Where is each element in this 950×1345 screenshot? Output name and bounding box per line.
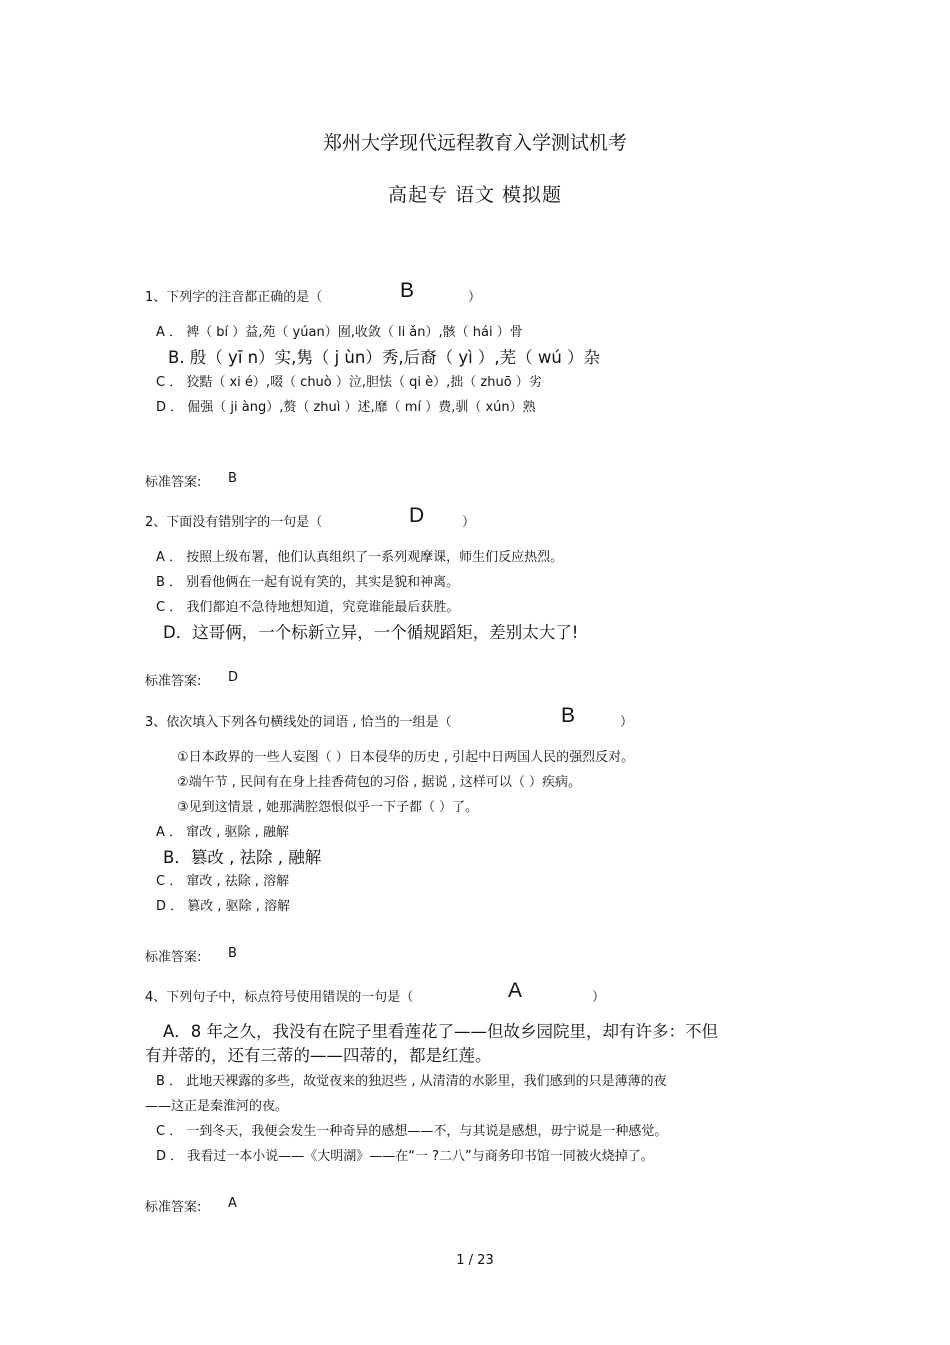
sentence-1: ①日本政界的一些人妄图（ ）日本侵华的历史 , 引起中日两国人民的强烈反对。 [177,750,635,765]
standard-answer-label: 标准答案: [145,950,202,965]
option-a: A ． 按照上级布署，他们认真组织了一系列观摩课，师生们反应热烈。 [156,550,564,565]
option-c: C ． 一到冬天，我便会发生一种奇异的感想——不，与其说是感想，毋宁说是一种感觉。 [156,1124,668,1139]
option-b-continued: ——这正是秦淮河的夜。 [145,1099,289,1114]
option-a: A ． 窜改 , 驱除 , 融解 [156,825,289,840]
filled-answer: B [400,279,415,302]
stem-close: ） [468,290,482,305]
standard-answer-label: 标准答案: [145,475,202,490]
option-d: D ． 篡改 , 驱除 , 溶解 [156,899,291,914]
sentence-2: ②端午节 , 民间有在身上挂香荷包的习俗 , 据说 , 这样可以（ ）疾病。 [177,775,581,790]
option-a-continued: 有并蒂的，还有三蒂的——四蒂的，都是红莲。 [145,1046,492,1065]
sentence-3: ③见到这情景 , 她那满腔怨恨似乎一下子都（ ）了。 [177,800,479,815]
filled-answer: A [508,979,523,1002]
standard-answer-value: B [228,471,237,486]
standard-answer-label: 标准答案: [145,674,202,689]
page-subtitle: 高起专 语文 模拟题 [387,184,563,206]
question-stem: 3、依次填入下列各句横线处的词语 , 恰当的一组是（ [145,715,452,730]
option-b: B. 殷（ yī n）实,隽（ j ùn）秀,后裔（ yì ）,芜（ wú ）杂 [168,348,601,367]
option-d: D ． 倔强（ ji àng）,赘（ zhuì ）述,靡（ mí ）费,驯（ xún）熟 [156,400,536,415]
option-c: C ． 我们都迫不急待地想知道，究竟谁能最后获胜。 [156,600,460,615]
standard-answer-value: A [228,1196,237,1211]
option-c: C ． 窜改 , 祛除 , 溶解 [156,874,290,889]
option-b: B ． 此地天裸露的多些，故觉夜来的独迟些 , 从清清的水影里，我们感到的只是薄薄的夜 [156,1074,667,1089]
standard-answer-label: 标准答案: [145,1200,202,1215]
standard-answer-value: B [228,946,237,961]
option-a: A．8 年之久，我没有在院子里看莲花了——但故乡园院里，却有许多：不但 [163,1022,719,1041]
question-stem: 1、下列字的注音都正确的是（ [145,290,323,305]
stem-close: ） [620,715,634,730]
option-d: D．这哥俩，一个标新立异，一个循规蹈矩，差别太大了! [163,623,579,642]
option-b: B．篡改 , 祛除 , 融解 [163,848,322,867]
filled-answer: D [409,504,425,527]
stem-close: ） [462,515,476,530]
option-a: A ． 裨（ bí ）益,苑（ yúan）囿,收敛（ li ǎn）,骸（ hái ）骨 [156,325,523,340]
option-d: D ． 我看过一本小说——《大明湖》——在“一 ?二八”与商务印书馆一同被火烧掉了。 [156,1149,654,1164]
filled-answer: B [561,704,576,727]
question-stem: 2、下面没有错别字的一句是（ [145,515,323,530]
option-c: C ． 狡黠（ xi é）,啜（ chuò ）泣,胆怯（ qi è）,拙（ zhuō ）劣 [156,375,542,390]
stem-close: ） [592,990,606,1005]
question-stem: 4、下列句子中，标点符号使用错误的一句是（ [145,990,414,1005]
option-b: B ． 别看他俩在一起有说有笑的，其实是貌和神离。 [156,575,460,590]
page-title: 郑州大学现代远程教育入学测试机考 [322,132,627,154]
page-number: 1 / 23 [456,1253,494,1268]
standard-answer-value: D [228,670,239,685]
